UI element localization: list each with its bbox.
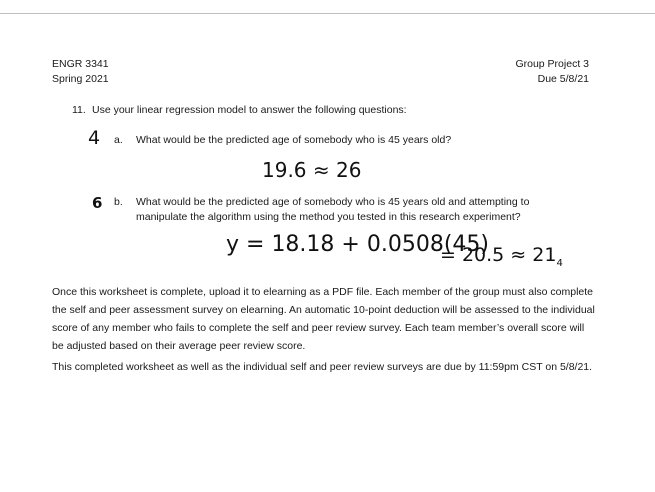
score-mark-b: 6 (92, 194, 103, 212)
part-b-result-value: = 20.5 ≈ 21 (440, 244, 557, 266)
part-a-question: What would be the predicted age of somebody who is 45 years old? (136, 134, 452, 146)
part-b-handwritten-equation: y = 18.18 + 0.0508(45) (226, 232, 489, 257)
part-b-handwritten-result (440, 244, 563, 269)
score-mark-a: 4 (88, 127, 101, 149)
instructions-paragraph-2: This completed worksheet as well as the individual self and peer review surveys are due by 11:59pm CST on 5/8/21. (52, 361, 593, 373)
course-code: ENGR 3341 (52, 58, 109, 70)
part-b-question-line2: manipulate the algorithm using the method you tested in this research experiment? (136, 211, 521, 223)
part-a-handwritten-answer: 19.6 ≈ 26 (262, 158, 362, 182)
question-prompt: Use your linear regression model to answer the following questions: (92, 104, 407, 116)
part-b-result-subscript: 4 (556, 258, 563, 269)
part-a-letter: a. (114, 134, 123, 146)
question-number: 11. (72, 104, 86, 116)
project-title: Group Project 3 (515, 58, 589, 70)
due-date: Due 5/8/21 (537, 73, 589, 85)
page-top-border (0, 13, 655, 14)
instructions-paragraph-1: Once this worksheet is complete, upload it to elearning as a PDF file. Each member of the group must also complete the self and peer assessment survey on elearning. An automatic 10-point deduction will be assessed to the individual score of any member who fails to complete the self and peer review survey. Each team member’s overall score will be adjusted based on their average peer review score. (52, 286, 595, 352)
term: Spring 2021 (52, 73, 109, 85)
part-b-letter: b. (114, 196, 123, 208)
part-b-question-line1: What would be the predicted age of somebody who is 45 years old and attempting to (136, 196, 530, 208)
